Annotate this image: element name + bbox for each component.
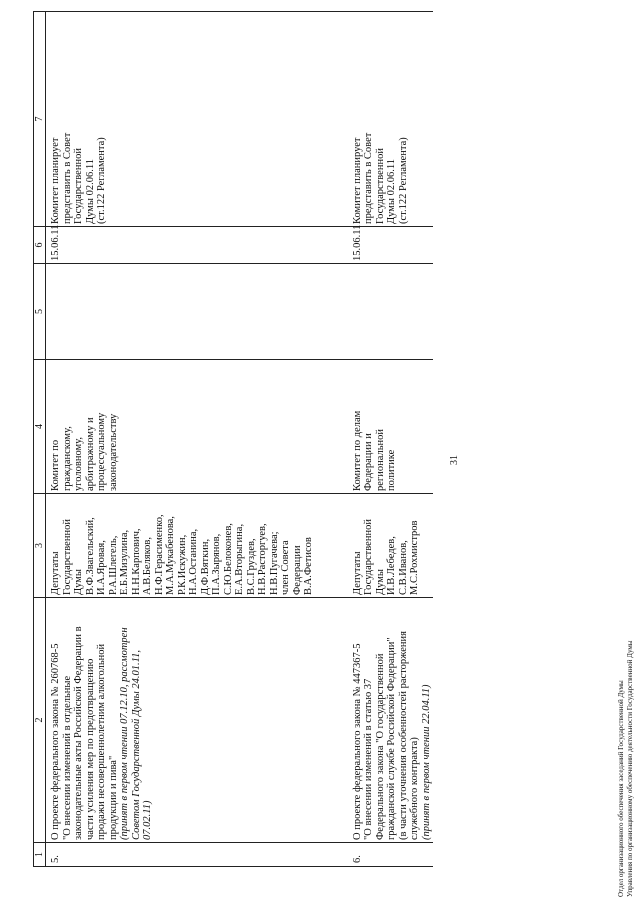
table-row <box>46 12 316 867</box>
text-line: С.Ю.Белоконев, <box>222 523 234 595</box>
text-line: продукции и пива" <box>107 755 119 840</box>
text-line: Государственной <box>61 519 73 595</box>
text-line: Депутаты <box>50 551 61 595</box>
text-line: В.А.Фетисов <box>303 537 314 595</box>
text-line: (в части уточнения особенностей расторжения <box>397 630 409 840</box>
text-line: представить в Совет <box>363 132 374 224</box>
text-line: Е.Б.Мизулина, <box>119 529 130 595</box>
text-line: О проекте федерального закона № 260768-5 <box>50 643 61 840</box>
text-line: Комитет планирует <box>50 137 61 224</box>
text-line: П.А.Зырянов, <box>211 533 222 595</box>
empty-cell <box>316 264 434 360</box>
text-line: Думы 02.06.11 <box>386 159 397 224</box>
col-header-4: 4 <box>34 360 46 494</box>
text-line: Государственной <box>73 148 84 224</box>
note-cell <box>46 12 316 227</box>
text-line: региональной <box>374 429 386 491</box>
text-line: Государственной <box>374 148 386 224</box>
bills-table <box>33 11 433 867</box>
col-header-7: 7 <box>34 12 46 227</box>
text-line: И.В.Лебедев, <box>386 536 397 595</box>
row-number: 6. <box>351 855 363 863</box>
col-header-6: 6 <box>34 227 46 264</box>
text-line: В.Ф.Звагельский, <box>84 517 96 595</box>
initiators-cell <box>46 494 316 598</box>
table-row <box>316 12 434 867</box>
text-line: Н.В.Расторгуев, <box>257 523 268 595</box>
col-header-5: 5 <box>34 264 46 360</box>
row-number-cell <box>316 843 434 867</box>
col-header-2: 2 <box>34 598 46 843</box>
text-line: служебного контракта) <box>409 737 420 840</box>
text-line: Д.Ф.Вяткин, <box>199 538 211 595</box>
text-line: Думы <box>374 569 386 595</box>
text-line: Думы <box>73 569 84 595</box>
text-line: А.В.Беляков, <box>142 537 153 595</box>
text-line: уголовному, <box>73 437 84 491</box>
text-line: Депутаты <box>351 551 363 595</box>
date: 15.06.11 <box>50 224 61 261</box>
text-line: (ст.122 Регламента) <box>96 137 107 224</box>
text-line: "О внесении изменений в отдельные <box>61 675 73 840</box>
text-line: М.С.Рохмистров <box>409 520 420 595</box>
date-cell <box>316 224 434 264</box>
text-line: О проекте федерального закона № 447367-5 <box>351 643 363 840</box>
date: 15.06.11 <box>351 224 363 261</box>
text-line: Н.А.Останина, <box>188 528 199 595</box>
text-line: Н.Н.Карпович, <box>130 528 142 595</box>
text-line: (принят в первом чтении 22.04.11) <box>420 684 432 840</box>
page-number: 31 <box>449 455 460 465</box>
text-line: (ст.122 Регламента) <box>397 137 409 224</box>
text-line: Комитет по делам <box>351 410 363 491</box>
footer-line-1: Отдел организационного обеспечения заседаний Государственной Думы <box>617 680 625 897</box>
text-line: Федерации и <box>363 433 374 491</box>
text-line: представить в Совет <box>61 132 73 224</box>
bill-description-cell <box>316 598 434 843</box>
text-line: Комитет по <box>50 439 61 491</box>
text-line: Е.А.Вторыгина, <box>234 523 245 595</box>
text-line: арбитражному и <box>84 417 96 491</box>
text-line: Р.А.Шлегель, <box>107 535 119 595</box>
text-line: Р.К.Искужин, <box>176 534 188 595</box>
text-line: В.С.Груздев, <box>245 538 257 595</box>
text-line: (принят в первом чтении 07.12.10, рассмотрен <box>119 627 130 840</box>
text-line: 07.02.11) <box>142 800 153 840</box>
committee-cell <box>46 360 316 494</box>
text-line: М.А.Мукабенова, <box>165 516 176 595</box>
text-line: член Совета <box>280 540 291 595</box>
text-line: законодательству <box>107 413 119 491</box>
row-number: 5. <box>50 855 61 863</box>
text-line: Н.Ф.Герасименко, <box>153 514 165 595</box>
text-line: продажи несовершеннолетним алкогольной <box>96 643 107 840</box>
note-cell <box>316 12 434 227</box>
text-line: части усиления мер по предотвращению <box>84 658 96 840</box>
text-line: С.В.Иванов, <box>397 540 409 595</box>
text-line: политике <box>386 449 397 491</box>
text-line: Думы 02.06.11 <box>84 159 96 224</box>
col-header-1: 1 <box>34 843 46 867</box>
col-header-3: 3 <box>34 494 46 598</box>
text-line: Федерального закона "О государственной <box>374 653 386 840</box>
initiators-cell <box>316 494 434 598</box>
text-line: процессуальному <box>96 412 107 491</box>
text-line: законодательные акты Российской Федерации в <box>73 626 84 840</box>
text-line: Комитет планирует <box>351 137 363 224</box>
date-cell <box>46 224 316 264</box>
text-line: Государственной <box>363 519 374 595</box>
committee-cell <box>316 360 434 494</box>
text-line: Федерации <box>291 545 303 595</box>
text-line: гражданской службе Российской Федерации" <box>386 637 397 840</box>
text-line: И.А.Яровая, <box>96 540 107 595</box>
bill-description-cell <box>46 598 316 843</box>
footer-line-2: Управления по организационному обеспечению деятельности Государственной Думы <box>626 640 634 897</box>
column-number-row <box>34 12 46 867</box>
text-line: Советом Государственной Думы 24.01.11, <box>130 650 142 840</box>
row-number-cell <box>46 843 316 867</box>
empty-cell <box>46 264 316 360</box>
text-line: гражданскому, <box>61 426 73 491</box>
text-line: Н.В.Пугачева; <box>268 531 280 595</box>
text-line: "О внесении изменений в статью 37 <box>363 678 374 840</box>
